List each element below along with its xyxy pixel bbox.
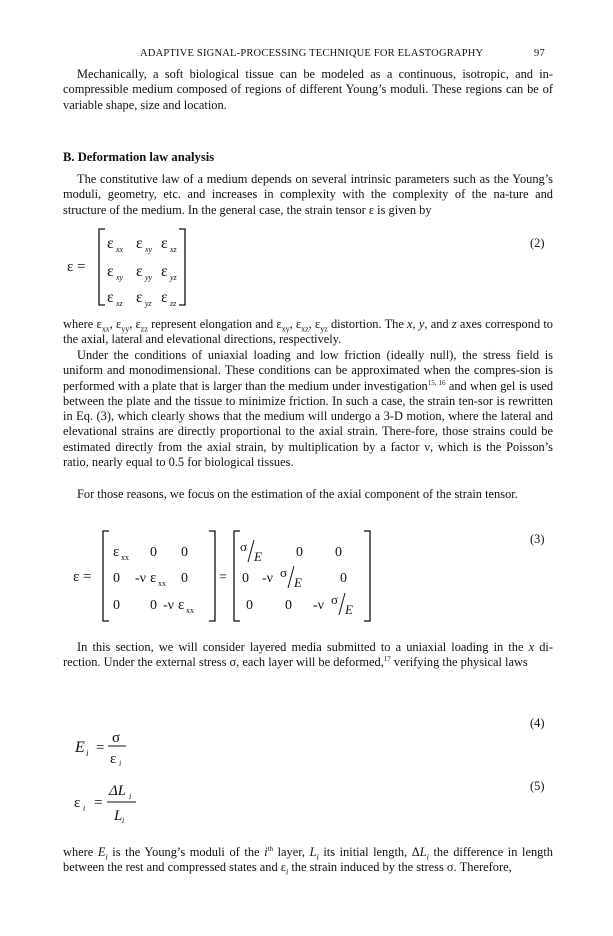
paragraph-uniaxial-loading: Under the conditions of uniaxial loading and low friction (ideally null), the stress field is uniform and monodimensional. These conditions can be approximated when the compres-sion is performed with a plate that is larger than the medium under investigation$^{15, 16}$ and when gel is used between the plate and the tissue to minimize friction. In such a case, the strain ten-sor is rewritten in Eq. (3), which clearly shows that the medium will undergo a 3-D motion, where the lateral and elevational strains are directly proportional to the axial strain. There-fore, those strains could be estimated directly from the axial strain, by multiplication by a factor ν, which is the Poisson’s ratio, nearly equal to 0.5 for biological tissues.	[63, 348, 554, 470]
eq2-matrix	[107, 235, 178, 308]
eq4-lhs-sub: i	[86, 748, 89, 758]
eq3-cell: -ν	[163, 598, 174, 613]
eq5-denominator: L	[114, 808, 123, 824]
paragraph-strain-components: where $\varepsilon_{xx}$, $\varepsilon_{yy}$, $\varepsilon_{zz}$ represent elongation and $\varepsilon_{xy}$, $\varepsilon_{xz}$, $\varepsilon_{yz}$ distortion. The x, y, and z axes correspond to the axial, lateral and elevational directions, respectively.	[63, 317, 554, 347]
eq3-cell: -ν	[313, 598, 324, 613]
eq2-left-bracket	[99, 229, 185, 305]
eq2-cell-subscript: xx	[116, 245, 124, 254]
paragraph-layered-media: In this section, we will consider layered media submitted to a uniaxial loading in the x di-rection. Under the external stress σ, each layer will be deformed,$^{17}$ verifying the physical laws	[63, 640, 553, 670]
section-heading: B. Deformation law analysis	[63, 150, 215, 164]
eq4-numerator: σ	[112, 730, 121, 746]
eq2-cell: ε	[161, 235, 168, 252]
eq3-cell: ε	[150, 570, 157, 586]
eq3-cell-subscript: xx	[186, 606, 194, 615]
running-title: ADAPTIVE SIGNAL-PROCESSING TECHNIQUE FOR ELASTOGRAPHY	[140, 48, 484, 59]
equation-3-number: (3)	[530, 532, 545, 546]
eq5-numerator: ΔL	[109, 783, 127, 799]
eq3-cell: 0	[181, 545, 188, 560]
eq3-cell: σ	[280, 565, 288, 580]
eq2-cell: ε	[136, 235, 143, 252]
eq2-cell-subscript: xz	[116, 299, 123, 308]
eq2-cell: ε	[107, 263, 114, 280]
eq2-cell: ε	[136, 263, 143, 280]
equation-2-number: (2)	[530, 236, 545, 250]
eq3-cell: σ	[240, 539, 248, 554]
eq3-cell: 0	[242, 571, 249, 586]
eq3-lhs: ε =	[73, 569, 92, 585]
svg-text:i: i	[122, 816, 125, 825]
paragraph-definitions: where $E_i$ is the Young’s moduli of the $i^{th}$ layer, $L_i$ its initial length, $\Delta L_i$ the difference in length between the rest and compressed states and $\varepsilon_i$ the strain induced by the stress σ. Therefore,	[63, 844, 553, 877]
eq4-lhs: E	[75, 739, 85, 756]
eq3-cell: 0	[150, 598, 157, 613]
equation-4-number: (4)	[530, 716, 545, 730]
eq3-cell: σ	[331, 592, 339, 607]
eq3-equals: =	[219, 570, 227, 585]
eq3-cell: 0	[296, 545, 303, 560]
paragraph-focus: For those reasons, we focus on the estimation of the axial component of the strain tensor.	[77, 487, 518, 501]
eq2-cell: ε	[107, 235, 114, 252]
eq3-fraction-slash	[288, 566, 294, 588]
eq2-cell-subscript: xy	[116, 273, 124, 282]
eq2-cell: ε	[161, 289, 168, 306]
svg-text:i: i	[119, 759, 122, 768]
eq3-cell: 0	[246, 598, 253, 613]
eq3-cell: E	[294, 575, 302, 590]
eq3-cell: 0	[150, 545, 157, 560]
eq5-lhs: ε	[74, 795, 81, 811]
svg-text:i: i	[129, 792, 132, 801]
eq2-lhs: ε =	[67, 259, 86, 275]
eq2-cell: ε	[107, 289, 114, 306]
eq3-cell: 0	[285, 598, 292, 613]
eq5-lhs-sub: i	[83, 804, 86, 813]
svg-text:=: =	[94, 795, 103, 811]
eq2-cell-subscript: yz	[170, 273, 177, 282]
svg-text:=: =	[96, 740, 105, 756]
equation-5-number: (5)	[530, 779, 545, 793]
eq3-cell: E	[254, 549, 262, 564]
eq2-cell-subscript: zz	[170, 299, 177, 308]
eq2-cell-subscript: yy	[145, 273, 153, 282]
eq3-cell: E	[345, 602, 353, 617]
eq3-cell: 0	[335, 545, 342, 560]
eq2-cell: ε	[136, 289, 143, 306]
eq3-cell: 0	[113, 571, 120, 586]
eq3-brackets	[103, 531, 370, 621]
eq2-cell: ε	[161, 263, 168, 280]
eq2-cell-subscript: xy	[145, 245, 153, 254]
eq3-cell-subscript: xx	[158, 579, 166, 588]
eq3-fraction-slash	[248, 540, 254, 562]
eq3-cell: 0	[340, 571, 347, 586]
eq3-cell: ε	[178, 597, 185, 613]
paragraph-constitutive-law: The constitutive law of a medium depends on several intrinsic parameters such as the Young’s moduli, geometry, etc. and increases in complexity with the complexity of the na-ture and structure of the medium. In the general case, the strain tensor ε is given by	[63, 172, 553, 217]
paragraph-tissue-model: Mechanically, a soft biological tissue can be modeled as a continuous, isotropic, and in-compressible medium composed of regions of different Young’s moduli. These regions can be of variable shape, size and location.	[63, 67, 553, 112]
eq3-cell: ε	[113, 544, 120, 560]
eq2-cell-subscript: xz	[170, 245, 177, 254]
page-number: 97	[534, 48, 545, 59]
eq3-cell-subscript: xx	[121, 553, 129, 562]
eq2-cell-subscript: yz	[145, 299, 152, 308]
eq3-cell: 0	[113, 598, 120, 613]
eq3-cell: 0	[181, 571, 188, 586]
eq4-denominator: ε	[110, 751, 117, 767]
eq3-cell: -ν	[135, 571, 146, 586]
eq3-matrices	[113, 539, 353, 617]
eq3-cell: -ν	[262, 571, 273, 586]
eq3-fraction-slash	[339, 593, 345, 615]
